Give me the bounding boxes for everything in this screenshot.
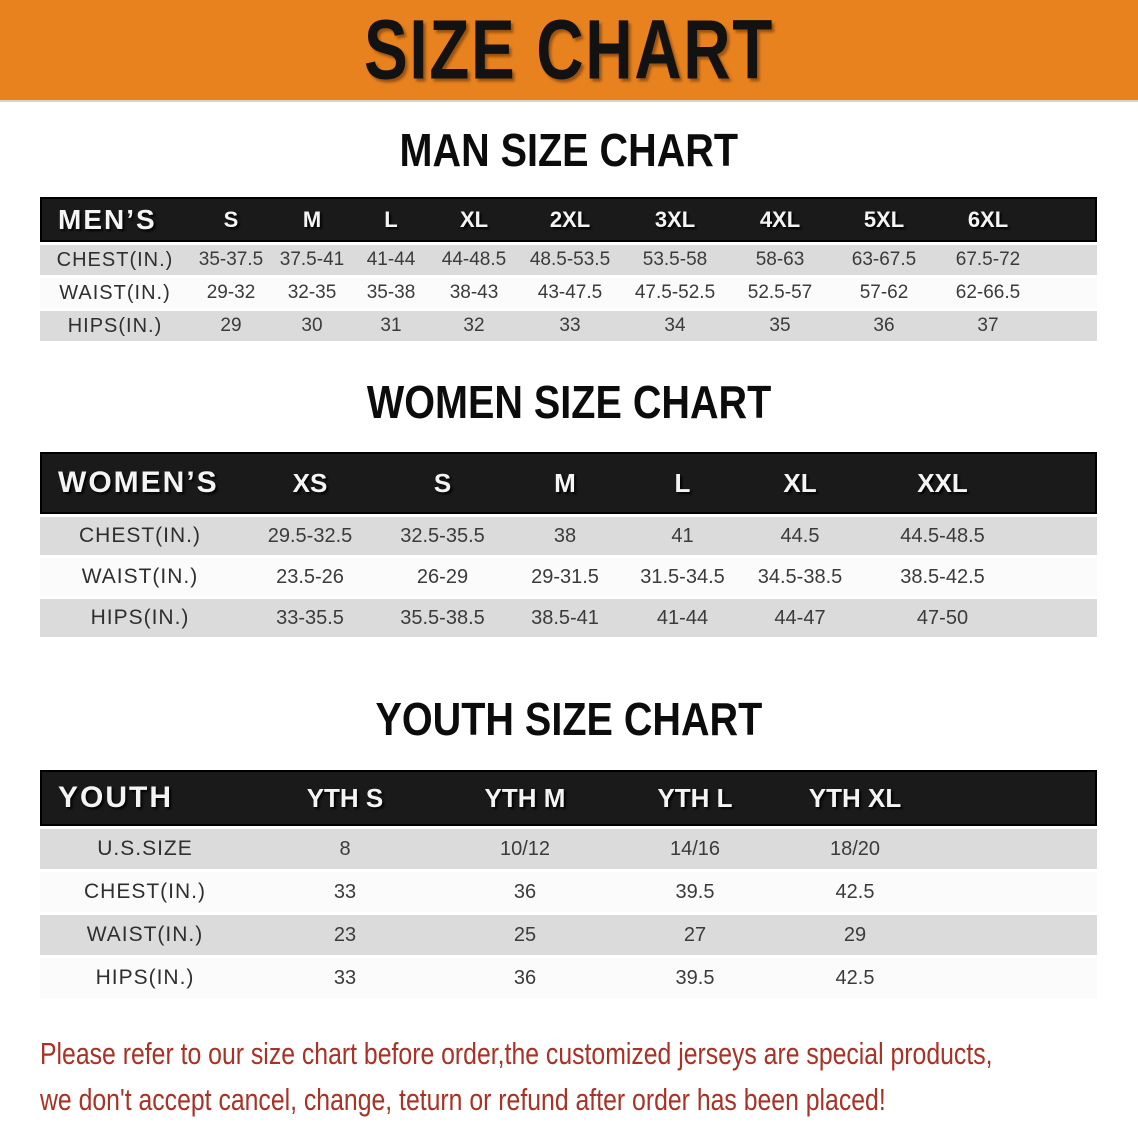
size-column-header: M — [505, 452, 625, 514]
value-cell: 29.5-32.5 — [267, 524, 353, 547]
value-cell: 53.5-58 — [642, 249, 708, 270]
measurement-row — [40, 829, 1097, 869]
value-cell: 25 — [513, 923, 537, 946]
man-section-heading-text: MAN SIZE CHART — [399, 124, 739, 176]
value-cell: 32 — [463, 315, 485, 336]
size-column-header: 3XL — [622, 197, 728, 242]
disclaimer — [40, 1031, 1138, 1123]
value-cell: 44.5 — [780, 524, 820, 547]
value-cell: 33 — [559, 315, 581, 336]
row-filler-cell — [1025, 599, 1097, 637]
value-cell: 26-29 — [416, 565, 469, 588]
value-cell: 39.5 — [675, 880, 715, 903]
row-label-cell: WAIST(IN.) — [59, 281, 171, 304]
size-column-header: 4XL — [728, 197, 832, 242]
row-filler-cell — [930, 829, 1097, 869]
header-filler-cell — [1040, 197, 1097, 242]
table-title-cell: MEN’S — [40, 197, 190, 242]
value-cell: 44.5-48.5 — [900, 524, 985, 547]
header-filler-cell — [1025, 452, 1097, 514]
row-label-cell: WAIST(IN.) — [86, 923, 204, 946]
value-cell: 35.5-38.5 — [400, 606, 485, 629]
value-cell: 44-48.5 — [441, 249, 507, 270]
row-label-cell: HIPS(IN.) — [67, 314, 163, 337]
size-column-header: L — [352, 197, 430, 242]
value-cell: 62-66.5 — [955, 282, 1021, 303]
row-label-cell: CHEST(IN.) — [56, 248, 174, 271]
value-cell: 38.5-42.5 — [900, 565, 985, 588]
size-column-header: 2XL — [518, 197, 622, 242]
disclaimer-line-1: Please refer to our size chart before order,the customized jerseys are special products, — [40, 1036, 993, 1071]
value-cell: 29 — [220, 315, 242, 336]
size-table-header-row — [40, 452, 1097, 514]
value-cell: 31 — [380, 315, 402, 336]
row-filler-cell — [930, 915, 1097, 955]
value-cell: 29-32 — [206, 282, 256, 303]
measurement-row — [40, 599, 1097, 637]
measurement-row — [40, 278, 1097, 308]
women-section-heading — [0, 378, 1138, 426]
value-cell: 23 — [333, 923, 357, 946]
size-column-header: XL — [430, 197, 518, 242]
row-filler-cell — [1040, 245, 1097, 275]
value-cell: 39.5 — [675, 966, 715, 989]
row-label-cell: HIPS(IN.) — [95, 966, 195, 989]
value-cell: 47.5-52.5 — [634, 282, 716, 303]
value-cell: 42.5 — [835, 880, 875, 903]
value-cell: 44-47 — [774, 606, 826, 629]
size-table-header-row — [40, 197, 1097, 242]
value-cell: 47-50 — [916, 606, 969, 629]
size-column-header: XS — [240, 452, 380, 514]
size-table-header-row — [40, 770, 1097, 826]
row-label-cell: U.S.SIZE — [97, 837, 193, 860]
value-cell: 32-35 — [287, 282, 337, 303]
row-label-cell: HIPS(IN.) — [90, 606, 190, 629]
value-cell: 33-35.5 — [276, 606, 344, 629]
size-column-header: XXL — [860, 452, 1025, 514]
measurement-row — [40, 872, 1097, 912]
size-column-header: XL — [740, 452, 860, 514]
mens-size-table — [40, 194, 1097, 344]
man-section-heading — [0, 126, 1138, 174]
value-cell: 37 — [977, 315, 999, 336]
youth-section-heading — [0, 695, 1138, 743]
womens-size-table — [40, 449, 1097, 640]
value-cell: 63-67.5 — [851, 249, 917, 270]
value-cell: 52.5-57 — [747, 282, 813, 303]
row-filler-cell — [930, 872, 1097, 912]
women-section-heading-text: WOMEN SIZE CHART — [366, 376, 772, 428]
size-column-header: L — [625, 452, 740, 514]
value-cell: 18/20 — [829, 837, 881, 860]
value-cell: 30 — [301, 315, 323, 336]
value-cell: 43-47.5 — [537, 282, 603, 303]
value-cell: 36 — [513, 880, 537, 903]
value-cell: 27 — [683, 923, 707, 946]
value-cell: 36 — [513, 966, 537, 989]
value-cell: 57-62 — [859, 282, 909, 303]
youth-section-heading-text: YOUTH SIZE CHART — [375, 693, 763, 745]
value-cell: 41-44 — [366, 249, 416, 270]
value-cell: 33 — [333, 880, 357, 903]
banner-title: SIZE CHART — [364, 2, 774, 97]
value-cell: 38 — [553, 524, 577, 547]
value-cell: 29-31.5 — [531, 565, 599, 588]
row-filler-cell — [1025, 558, 1097, 596]
value-cell: 38-43 — [449, 282, 499, 303]
value-cell: 34.5-38.5 — [757, 565, 843, 588]
size-column-header: YTH XL — [780, 770, 930, 826]
value-cell: 31.5-34.5 — [640, 565, 725, 588]
header-filler-cell — [930, 770, 1097, 826]
disclaimer-line-2: we don't accept cancel, change, teturn or refund after order has been placed! — [40, 1082, 886, 1117]
measurement-row — [40, 245, 1097, 275]
value-cell: 33 — [333, 966, 357, 989]
size-column-header: YTH S — [250, 770, 440, 826]
value-cell: 23.5-26 — [276, 565, 344, 588]
value-cell: 58-63 — [755, 249, 805, 270]
value-cell: 29 — [843, 923, 867, 946]
size-column-header: S — [190, 197, 272, 242]
measurement-row — [40, 517, 1097, 555]
row-filler-cell — [930, 958, 1097, 998]
youth-size-table — [40, 767, 1097, 1001]
row-label-cell: CHEST(IN.) — [84, 880, 206, 903]
value-cell: 41-44 — [656, 606, 709, 629]
row-label-cell: CHEST(IN.) — [79, 524, 201, 547]
value-cell: 10/12 — [499, 837, 551, 860]
value-cell: 37.5-41 — [279, 249, 345, 270]
size-chart-banner — [0, 0, 1138, 102]
row-label-cell: WAIST(IN.) — [81, 565, 199, 588]
measurement-row — [40, 558, 1097, 596]
value-cell: 42.5 — [835, 966, 875, 989]
size-column-header: 5XL — [832, 197, 936, 242]
value-cell: 35-38 — [366, 282, 416, 303]
value-cell: 41 — [671, 524, 694, 547]
value-cell: 48.5-53.5 — [529, 249, 611, 270]
table-title-cell: WOMEN’S — [40, 452, 240, 514]
measurement-row — [40, 311, 1097, 341]
size-column-header: YTH L — [610, 770, 780, 826]
size-column-header: YTH M — [440, 770, 610, 826]
value-cell: 8 — [339, 837, 351, 860]
size-column-header: M — [272, 197, 352, 242]
value-cell: 14/16 — [669, 837, 721, 860]
measurement-row — [40, 958, 1097, 998]
table-title-cell: YOUTH — [40, 770, 250, 826]
row-filler-cell — [1040, 311, 1097, 341]
measurement-row — [40, 915, 1097, 955]
size-column-header: S — [380, 452, 505, 514]
value-cell: 35-37.5 — [198, 249, 264, 270]
value-cell: 36 — [873, 315, 895, 336]
row-filler-cell — [1040, 278, 1097, 308]
row-filler-cell — [1025, 517, 1097, 555]
value-cell: 34 — [664, 315, 686, 336]
value-cell: 35 — [769, 315, 791, 336]
value-cell: 32.5-35.5 — [400, 524, 485, 547]
value-cell: 38.5-41 — [531, 606, 599, 629]
value-cell: 67.5-72 — [955, 249, 1021, 270]
size-column-header: 6XL — [936, 197, 1040, 242]
